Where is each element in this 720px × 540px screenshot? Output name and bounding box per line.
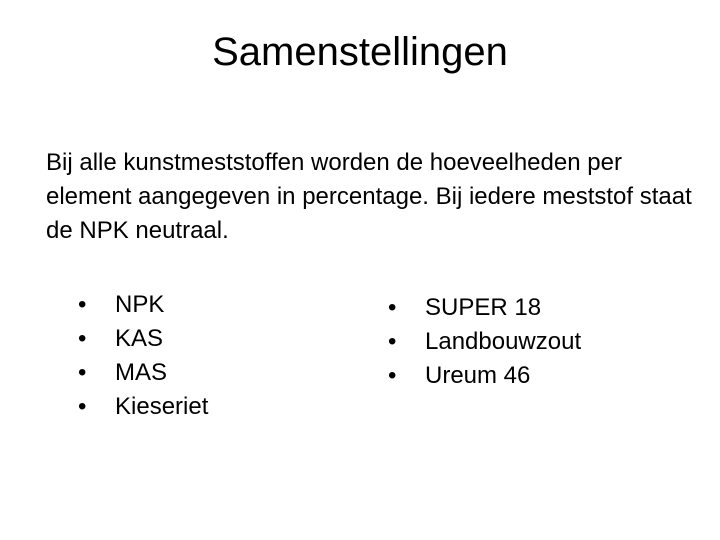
list-item-label: Landbouwzout <box>425 328 582 355</box>
bullet-icon: • <box>78 393 87 420</box>
list-item-label: KAS <box>115 325 164 352</box>
list-item <box>388 325 581 359</box>
list-item <box>78 390 208 424</box>
bullet-icon: • <box>78 325 87 352</box>
list-item <box>388 291 581 325</box>
fertilizer-list-right <box>388 291 581 393</box>
bullet-icon: • <box>388 328 397 355</box>
list-item <box>388 359 581 393</box>
list-item <box>78 288 208 322</box>
intro-paragraph: Bij alle kunstmeststoffen worden de hoeveelheden per element aangegeven in percentage. Bij iedere meststof staat de NPK neutraal. <box>46 149 692 244</box>
list-item-label: Kieseriet <box>115 393 209 420</box>
bullet-icon: • <box>388 362 397 389</box>
list-item <box>78 322 208 356</box>
list-item-label: SUPER 18 <box>425 294 542 321</box>
slide-title: Samenstellingen <box>212 30 508 74</box>
list-item-label: NPK <box>115 291 165 318</box>
list-item-label: MAS <box>115 359 168 386</box>
list-item-label: Ureum 46 <box>425 362 531 389</box>
bullet-icon: • <box>78 359 87 386</box>
bullet-icon: • <box>78 291 87 318</box>
fertilizer-list-left <box>78 288 208 424</box>
bullet-icon: • <box>388 294 397 321</box>
list-item <box>78 356 208 390</box>
